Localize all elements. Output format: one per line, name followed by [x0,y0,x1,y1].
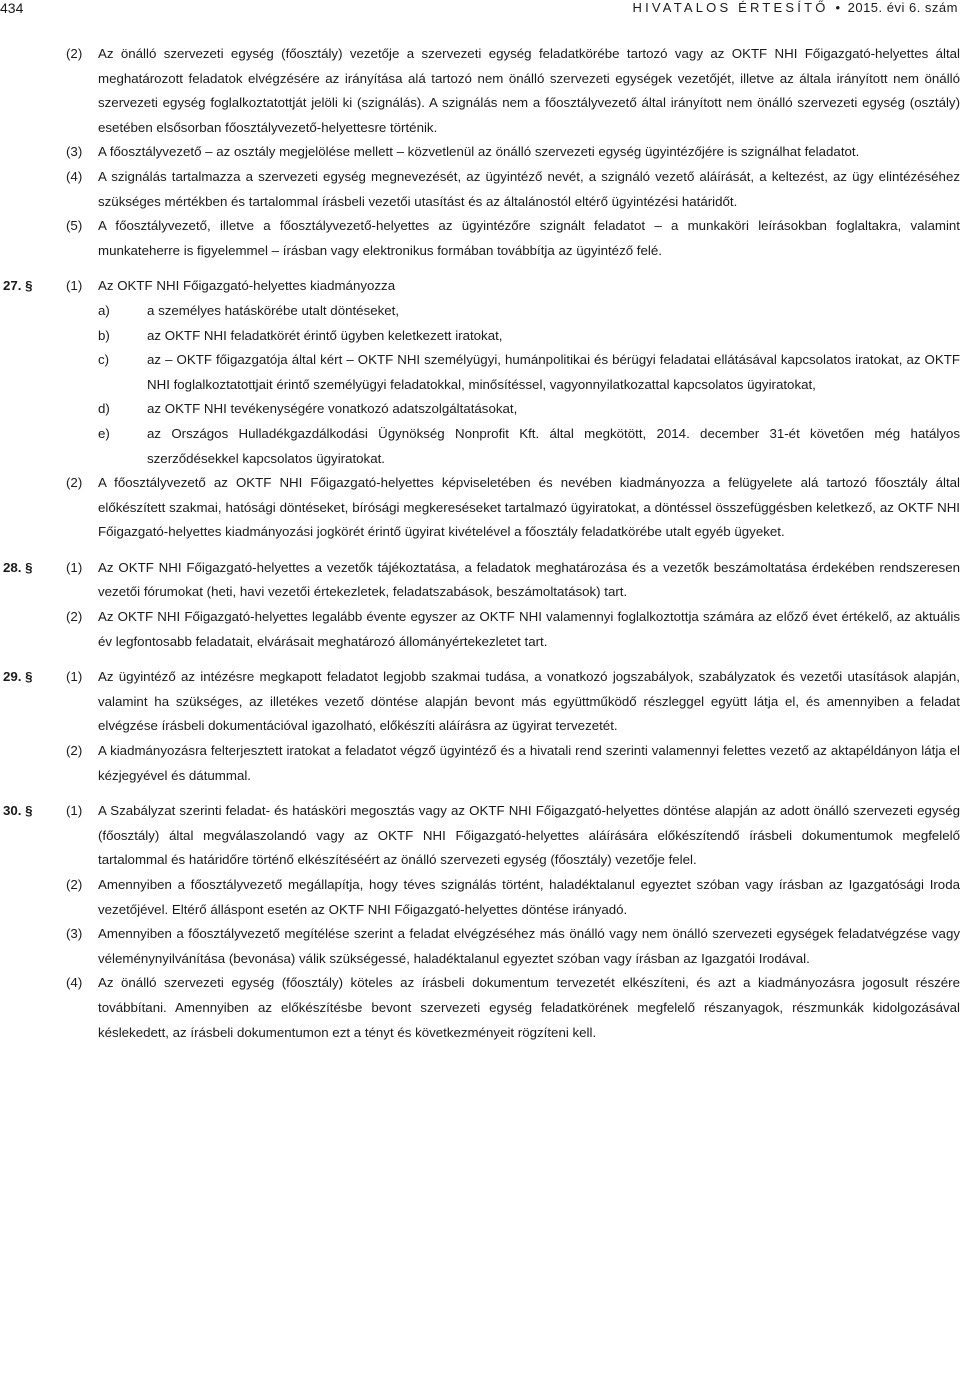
list-item-label: c) [98,352,110,368]
paragraph-text: A szignálás tartalmazza a szervezeti egység megnevezését, az ügyintéző nevét, a szignáló vezető aláírását, a keltezést, az ügy elintézéséhez szükséges mértékben és tartalommal írásbeli vezetői utasítást és az általánostól eltérő ügyintézési határidőt. [98,168,960,209]
paragraph-text: A kiadmányozásra felterjesztett iratokat a feladatot végző ügyintéző és a hivatali rend szerinti valamennyi felettes vezető az aktapéldányon látja el kézjegyével és dátummal. [98,743,960,783]
document-body [0,42,960,1045]
list-item [0,397,960,422]
paragraph-number: (2) [66,609,83,625]
paragraph [0,556,960,605]
paragraph [0,165,960,214]
paragraph-text: Az OKTF NHI Főigazgató-helyettes legalább évente egyszer az OKTF NHI valamennyi foglalkoztottja számára az előző évet értékelő, az aktuális év legfontosabb feladatait, elvárásait meghatározó állományértekezletet tart. [98,609,960,649]
paragraph-text: Az OKTF NHI Főigazgató-helyettes a vezetők tájékoztatása, a feladatok meghatározása és a vezetők beszámoltatása érdekében rendszeresen vezetői fórumokat (heti, havi vezetői értekezletek, feladatszabások, beszámoltatások) tart. [98,559,960,600]
paragraph-text: A főosztályvezető az OKTF NHI Főigazgató-helyettes képviseletében és nevében kiadmányozza a felügyelete alá tartozó főosztály által előkészített szakmai, hatósági döntéseket, bírósági megkereséseket tartalmazó ügyiratokat, a döntéssel összefüggésben keletkező, az OKTF NHI Főigazgató-helyettes kiadmányozási jogkörét érintő ügyirat kivételével a főosztály feladatkörébe utalt egyéb ügyeket. [98,475,960,540]
bullet-separator: • [835,0,841,15]
page-header [0,0,960,24]
list-item-text: az – OKTF főigazgatója által kért – OKTF NHI személyügyi, humánpolitikai és bérügyi feladatai ellátásával kapcsolatos iratokat, az OKTF NHI foglalkoztatottjait érintő személyügyi feladatokkal, minősítéssel, vagyonnyilatkozattal kapcsolatos ügyiratokat, [147,352,960,392]
paragraph [0,140,960,165]
paragraph-text: Az OKTF NHI Főigazgató-helyettes kiadmányozza [98,278,396,294]
paragraph-number: (1) [66,803,83,819]
paragraph [0,214,960,263]
section-27 [0,274,960,545]
section-29 [0,665,960,788]
paragraph-text: Amennyiben a főosztályvezető megítélése szerint a feladat elvégzéséhez más önálló vagy nem önálló szervezeti egységek feladatvégzése vagy véleménynyilvánítása (bevonása) válik szükségessé, haladéktalanul egyeztet szóban vagy írásban az Igazgatói Irodával. [98,926,960,966]
list-item-text: az OKTF NHI tevékenységére vonatkozó adatszolgáltatásokat, [147,401,518,417]
section-number: 29. § [3,669,33,685]
section-number: 30. § [3,803,33,819]
paragraph [0,605,960,654]
paragraph-number: (4) [66,168,83,184]
list-item-label: b) [98,327,110,343]
paragraph [0,799,960,873]
section-number: 28. § [3,559,33,575]
paragraph-number: (3) [66,144,83,160]
list-item [0,299,960,324]
publication-title: HIVATALOS ÉRTESÍTŐ [632,0,829,15]
paragraph-text: A főosztályvezető, illetve a főosztályvezető-helyettes az ügyintézőre szignált feladatot – a munkaköri leírásokban foglaltakra, valamint munkateherre is figyelemmel – írásban vagy elektronikus formában továbbítja az ügyintéző felé. [98,218,960,258]
paragraph-number: (4) [66,975,83,991]
paragraph [0,42,960,140]
paragraph-text: Amennyiben a főosztályvezető megállapítja, hogy téves szignálás történt, haladéktalanul egyeztet szóban vagy írásban az Igazgatósági Iroda vezetőjével. Eltérő álláspont esetén az OKTF NHI Főigazgató-helyettes döntése irányadó. [98,877,960,917]
paragraph-number: (3) [66,926,83,942]
paragraph-text: Az önálló szervezeti egység (főosztály) köteles az írásbeli dokumentum tervezetét elkészíteni, és azt a kiadmányozásra jogosult részére továbbítani. Amennyiben az előkészítésbe bevont szervezeti egység feladatkörének megfelelő részanyagok, részmunkák kidolgozásával késlekedett, az írásbeli dokumentumon ezt a tényt és következményeit rögzíteni kell. [98,975,960,1040]
list-item [0,348,960,397]
section-number: 27. § [3,278,33,294]
paragraph-text: A Szabályzat szerinti feladat- és hatásköri megosztás vagy az OKTF NHI Főigazgató-helyettes döntése alapján az adott önálló szervezeti egység (főosztály) által megválaszolandó vagy az OKTF NHI Főigazgató-helyettes aláírására előkészítendő írásbeli dokumentumok megfelelő tartalommal és határidőre történő elkészítéséért az önálló szervezeti egység (főosztály) vezetője felel. [98,803,960,868]
paragraph-number: (1) [66,669,83,685]
page-number: 434 [0,0,24,16]
paragraph [0,739,960,788]
paragraph [0,274,960,299]
paragraph-number: (2) [66,743,83,759]
list-item-text: az Országos Hulladékgazdálkodási Ügynökség Nonprofit Kft. által megkötött, 2014. december 31-ét követően még hatályos szerződésekkel kapcsolatos ügyiratokat. [147,425,960,466]
paragraph [0,471,960,545]
paragraph-text: Az önálló szervezeti egység (főosztály) vezetője a szervezeti egység feladatkörébe tartozó vagy az OKTF NHI Főigazgató-helyettes által meghatározott feladatok elvégzésére az irányítása alá tartozó nem önálló szervezeti egységek vezetőjét, illetve az általa irányított nem önálló szervezeti egység foglalkoztatottját jelöli ki (szignálás). A szignálás nem a főosztályvezető által irányított nem önálló szervezeti egység (osztály) esetében elsősorban főosztályvezető-helyettesre történik. [98,46,960,135]
list-item-text: a személyes hatáskörébe utalt döntéseket, [147,302,400,318]
list-item [0,324,960,349]
section-28 [0,556,960,654]
publication-header [632,0,958,15]
list-item-label: e) [98,425,110,441]
paragraph [0,665,960,739]
paragraph-number: (1) [66,559,83,575]
list-item-text: az OKTF NHI feladatkörét érintő ügyben keletkezett iratokat, [147,327,503,343]
list-item [0,422,960,471]
paragraph-number: (2) [66,877,83,892]
paragraph [0,873,960,922]
list-item-label: d) [98,401,110,417]
section-30 [0,799,960,1045]
paragraph-number: (1) [66,278,83,294]
paragraph-number: (5) [66,218,83,234]
paragraph-number: (2) [66,475,83,491]
paragraph-text: A főosztályvezető – az osztály megjelölése mellett – közvetlenül az önálló szervezeti egység ügyintézőjére is szignálhat feladatot. [98,144,860,160]
paragraph [0,922,960,971]
paragraph-text: Az ügyintéző az intézésre megkapott feladatot legjobb szakmai tudása, a vonatkozó jogszabályok, szabályzatok és vezetői utasítások alapján, valamint ha szükséges, az illetékes vezető döntése alapján bevont más együttműködő részleggel együtt látja el, és amennyiben a feladat elvégzése írásbeli dokumentációval igazolható, előkészíti aláírásra az ügyirat tervezetét. [98,669,960,734]
paragraph [0,971,960,1045]
issue-date: 2015. évi 6. szám [847,0,958,15]
paragraph-number: (2) [66,46,83,61]
list-item-label: a) [98,302,110,318]
